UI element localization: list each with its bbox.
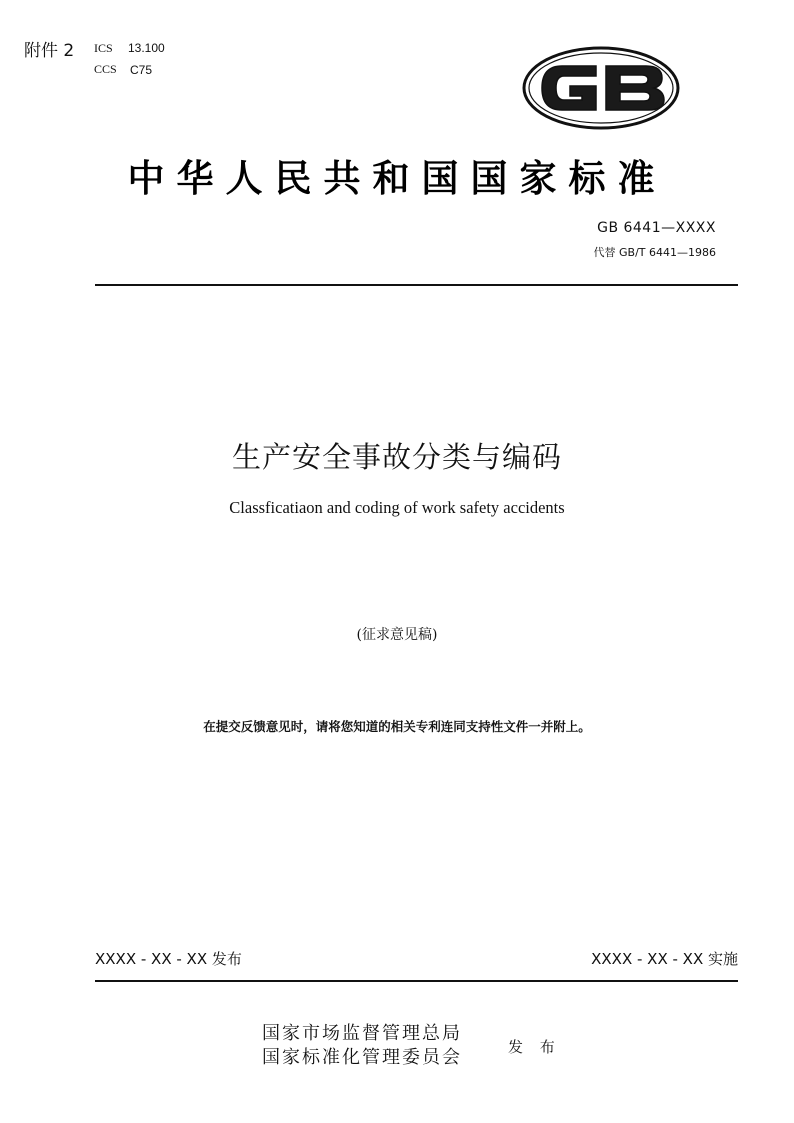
publisher-org: 国家市场监督管理总局: [262, 1023, 462, 1044]
document-title-cn: 生产安全事故分类与编码: [231, 440, 562, 474]
issue-date: XXXX - XX - XX 发布: [95, 950, 242, 968]
gb-logo-text: GB: [522, 46, 524, 47]
attachment-label: 附件 2: [24, 41, 75, 61]
implementation-date: XXXX - XX - XX 实施: [591, 950, 738, 968]
publish-label: 发 布: [508, 1038, 561, 1056]
gb-logo: [522, 46, 680, 130]
replaces-standard: 代替 GB/T 6441—1986: [593, 246, 716, 259]
publisher-org: 国家标准化管理委员会: [262, 1047, 462, 1068]
patent-notice: 在提交反馈意见时，请将您知道的相关专利连同支持性文件一并附上。: [203, 719, 591, 734]
standard-category-title: 中华人民共和国国家标准: [127, 157, 667, 200]
standard-number: GB 6441—XXXX: [597, 220, 716, 236]
top-divider: [95, 284, 738, 286]
ccs-label: CCS: [94, 62, 117, 76]
ccs-value: C75: [130, 63, 153, 77]
ics-label: ICS: [94, 41, 113, 55]
ics-value: 13.100: [128, 41, 165, 55]
draft-status: (征求意见稿): [356, 627, 438, 643]
document-title-en: Classficatiaon and coding of work safety accidents: [229, 498, 565, 517]
bottom-divider: [95, 980, 738, 982]
publisher-orgs: [262, 1022, 462, 1070]
